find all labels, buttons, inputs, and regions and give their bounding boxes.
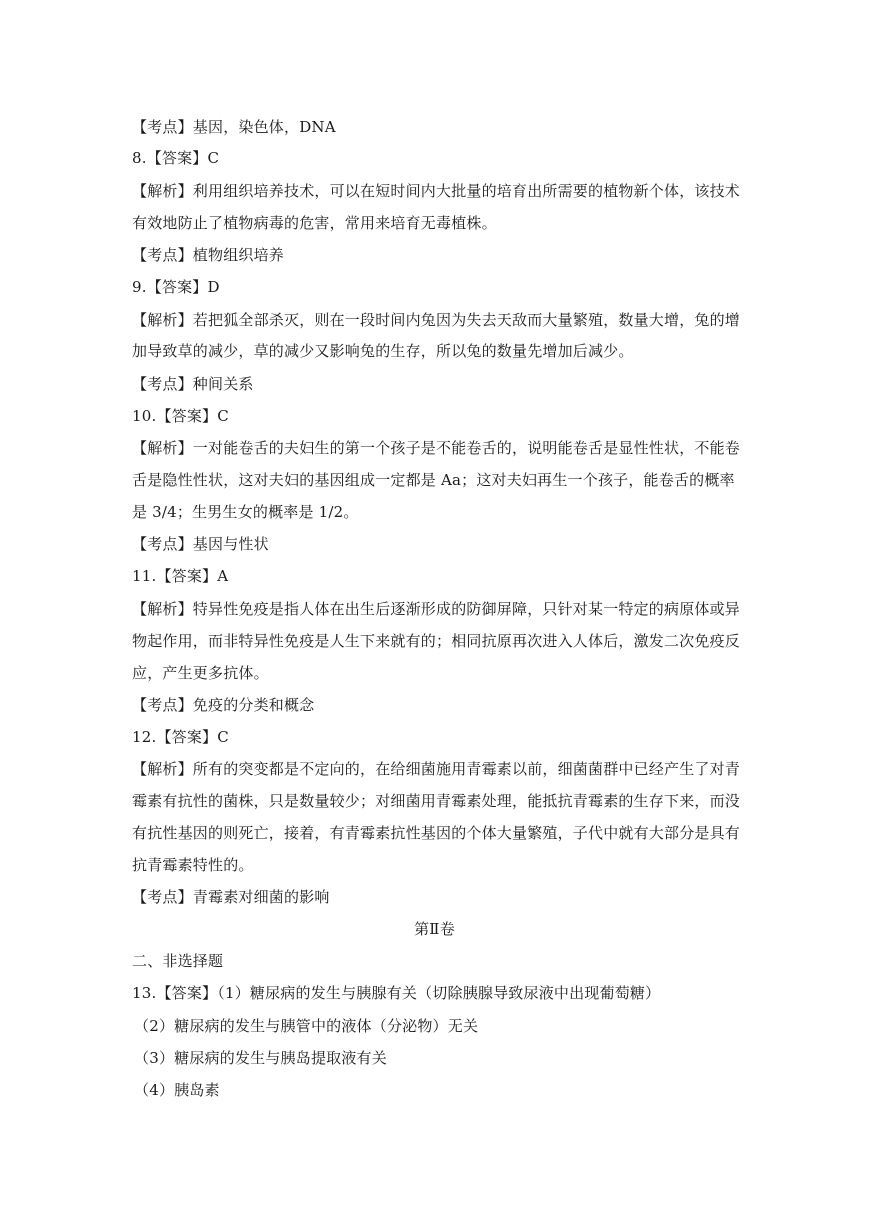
section-heading-non-choice: 二、非选择题: [132, 952, 224, 970]
answer-13-part-4: （4）胰岛素: [134, 1081, 220, 1099]
analysis-12-line-4: 抗青霉素特性的。: [132, 856, 254, 874]
answer-13-part-1: 13.【答案】（1）糖尿病的发生与胰腺有关（切除胰腺导致尿液中出现葡萄糖）: [132, 984, 661, 1002]
answer-9: 9.【答案】D: [132, 278, 220, 296]
answer-8: 8.【答案】C: [132, 149, 220, 167]
analysis-9-line-1: 【解析】若把狐全部杀灭，则在一段时间内兔因为失去天敌而大量繁殖，数量大增，兔的增: [132, 311, 741, 329]
analysis-10-line-1: 【解析】一对能卷舌的夫妇生的第一个孩子是不能卷舌的，说明能卷舌是显性性状，不能卷: [132, 439, 741, 457]
analysis-11-line-3: 应，产生更多抗体。: [132, 664, 269, 682]
analysis-10-line-3: 是 3/4；生男生女的概率是 1/2。: [132, 503, 359, 521]
keypoint-8: 【考点】植物组织培养: [132, 246, 285, 264]
answer-10: 10.【答案】C: [132, 407, 229, 425]
section-title-volume-2: 第Ⅱ卷: [414, 920, 455, 938]
keypoint-7: 【考点】基因，染色体，DNA: [132, 118, 336, 136]
answer-12: 12.【答案】C: [132, 728, 229, 746]
keypoint-12: 【考点】青霉素对细菌的影响: [132, 888, 330, 906]
keypoint-10: 【考点】基因与性状: [132, 535, 269, 553]
analysis-8-line-2: 有效地防止了植物病毒的危害，常用来培育无毒植株。: [132, 214, 497, 232]
analysis-8-line-1: 【解析】利用组织培养技术，可以在短时间内大批量的培育出所需要的植物新个体，该技术: [132, 182, 741, 200]
analysis-10-line-2: 舌是隐性性状，这对夫妇的基因组成一定都是 Aa；这对夫妇再生一个孩子，能卷舌的概率: [132, 471, 735, 489]
answer-11: 11.【答案】A: [132, 567, 229, 585]
analysis-12-line-2: 霉素有抗性的菌株，只是数量较少；对细菌用青霉素处理，能抵抗青霉素的生存下来，而没: [132, 792, 741, 810]
analysis-12-line-1: 【解析】所有的突变都是不定向的，在给细菌施用青霉素以前，细菌菌群中已经产生了对青: [132, 760, 741, 778]
answer-13-part-3: （3）糖尿病的发生与胰岛提取液有关: [134, 1049, 387, 1067]
analysis-11-line-1: 【解析】特异性免疫是指人体在出生后逐渐形成的防御屏障，只针对某一特定的病原体或异: [132, 600, 741, 618]
analysis-11-line-2: 物起作用，而非特异性免疫是人生下来就有的；相同抗原再次进入人体后，激发二次免疫反: [132, 632, 741, 650]
keypoint-11: 【考点】免疫的分类和概念: [132, 696, 315, 714]
analysis-9-line-2: 加导致草的减少，草的减少又影响兔的生存，所以兔的数量先增加后减少。: [132, 342, 634, 360]
answer-13-part-2: （2）糖尿病的发生与胰管中的液体（分泌物）无关: [134, 1017, 479, 1035]
keypoint-9: 【考点】种间关系: [132, 375, 254, 393]
analysis-12-line-3: 有抗性基因的则死亡，接着，有青霉素抗性基因的个体大量繁殖，子代中就有大部分是具有: [132, 824, 741, 842]
